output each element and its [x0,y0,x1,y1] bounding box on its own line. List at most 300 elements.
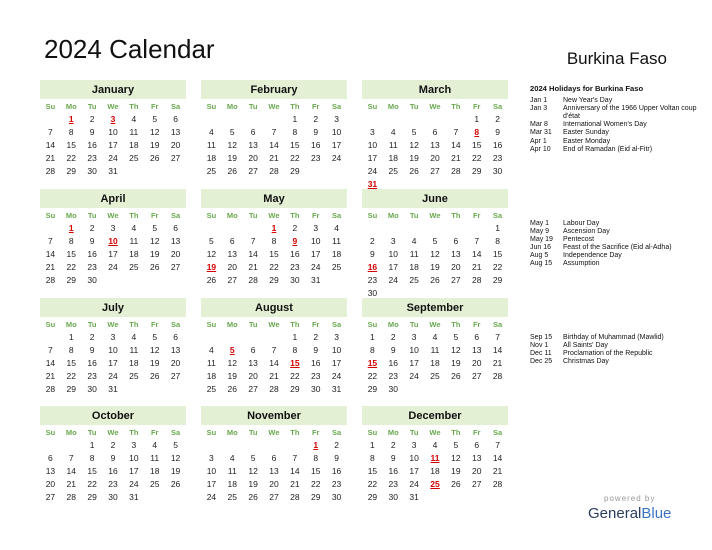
calendar-day: 24 [409,479,419,489]
calendar-day: 25 [129,153,139,163]
calendar-day: 1 [292,114,298,124]
calendar-day: 22 [66,262,76,272]
calendar-day: 6 [432,127,438,137]
holiday-date: Mar 8 [530,121,548,129]
calendar-day: 25 [149,479,160,489]
calendar-day: 19 [227,153,237,163]
month-february [201,80,347,183]
calendar-day: 11 [207,358,216,368]
calendar-day: 25 [129,371,139,381]
calendar-day: 4 [131,332,137,342]
weekday-header [40,208,186,222]
calendar-day: 31 [310,275,321,285]
empty-cell [425,113,446,126]
calendar-day: 22 [290,371,300,381]
weekday-label: Tu [87,211,97,220]
calendar-day: 29 [66,384,76,394]
empty-cell [445,222,466,235]
calendar-day: 29 [367,384,378,394]
weekday-label: Th [451,428,461,437]
empty-cell [425,222,446,235]
weekday-label: Sa [170,320,181,329]
weekday-label: Th [290,211,300,220]
month-name: January [40,80,186,99]
holiday-day: 1 [271,223,277,233]
calendar-day: 3 [411,332,417,342]
calendar-day: 31 [108,384,118,394]
calendar-day: 6 [271,453,277,463]
calendar-day: 7 [271,127,277,137]
calendar-day: 4 [411,236,417,246]
calendar-day: 5 [152,332,158,342]
month-august [201,298,347,401]
calendar-day: 6 [250,127,256,137]
month-july [40,298,186,401]
holiday-day: 8 [474,127,480,137]
calendar-day: 1 [495,223,500,233]
calendar-day: 20 [248,371,258,381]
holiday-date: Nov 1 [530,342,549,350]
day-grid [40,222,186,287]
empty-cell [40,113,61,126]
weekday-label: Th [129,102,139,111]
calendar-day: 26 [451,479,461,489]
month-name: May [201,189,347,208]
calendar-day: 20 [430,153,440,163]
calendar-day: 17 [367,153,378,163]
calendar-day: 18 [430,358,440,368]
weekday-label: Fr [311,428,320,437]
calendar-day: 9 [110,453,116,463]
calendar-day: 28 [492,371,503,381]
calendar-day: 20 [227,262,237,272]
calendar-day: 25 [331,262,342,272]
weekday-label: Mo [387,211,399,220]
calendar-day: 5 [152,114,158,124]
weekday-label: Mo [226,211,238,220]
calendar-day: 26 [149,262,160,272]
calendar-day: 21 [471,262,482,272]
weekday-label: Su [367,428,378,437]
weekday-label: Mo [226,428,238,437]
calendar-day: 30 [331,492,342,502]
holiday-date: Mar 31 [530,129,552,137]
calendar-day: 9 [370,249,375,259]
calendar-day: 20 [471,466,482,476]
calendar-day: 8 [68,345,74,355]
calendar-day: 5 [152,223,158,233]
calendar-day: 11 [207,140,216,150]
calendar-day: 13 [248,358,258,368]
calendar-day: 23 [290,262,300,272]
calendar-day: 21 [66,479,76,489]
calendar-day: 22 [471,153,482,163]
calendar-day: 29 [471,166,482,176]
calendar-day: 3 [370,127,375,137]
holiday-entry [530,252,700,260]
calendar-day: 1 [370,440,375,450]
weekday-label: Sa [331,102,342,111]
calendar-day: 22 [269,262,279,272]
calendar-day: 12 [409,140,419,150]
holiday-day: 25 [430,479,440,489]
empty-cell [362,222,383,235]
weekday-label: Tu [87,320,97,329]
weekday-label: Sa [331,428,342,437]
calendar-day: 18 [227,479,237,489]
calendar-day: 28 [45,384,56,394]
calendar-day: 20 [269,479,279,489]
calendar-day: 9 [390,345,396,355]
weekday-label: Sa [492,102,503,111]
calendar-day: 10 [409,345,419,355]
holiday-name: Independence Day [563,252,622,260]
calendar-day: 22 [492,262,503,272]
month-name: November [201,406,347,425]
weekday-label: Fr [472,428,481,437]
calendar-day: 16 [310,358,321,368]
calendar-day: 13 [170,236,181,246]
calendar-day: 10 [367,140,378,150]
calendar-day: 27 [170,153,181,163]
calendar-day: 24 [206,492,217,502]
calendar-day: 4 [131,114,137,124]
calendar-day: 11 [150,453,160,463]
calendar-day: 18 [206,153,217,163]
month-name: April [40,189,186,208]
weekday-label: Sa [492,320,503,329]
calendar-day: 14 [45,249,56,259]
calendar-day: 4 [131,223,137,233]
empty-cell [243,222,264,235]
calendar-day: 7 [48,345,53,355]
calendar-day: 24 [108,371,118,381]
calendar-day: 24 [409,371,419,381]
calendar-day: 28 [269,384,279,394]
calendar-day: 22 [367,371,378,381]
calendar-day: 30 [310,384,321,394]
calendar-day: 5 [453,440,459,450]
calendar-day: 10 [409,453,419,463]
calendar-day: 27 [248,166,258,176]
calendar-day: 14 [492,345,503,355]
empty-cell [201,331,222,344]
calendar-day: 13 [170,345,181,355]
calendar-day: 16 [108,466,118,476]
calendar-day: 15 [87,466,97,476]
empty-cell [383,113,404,126]
calendar-day: 22 [290,153,300,163]
holiday-day: 10 [108,236,118,246]
generalblue-logo [588,494,671,522]
calendar-day: 29 [310,492,321,502]
calendar-day: 27 [430,166,440,176]
weekday-label: Th [290,102,300,111]
calendar-day: 9 [495,127,500,137]
weekday-label: Su [206,102,217,111]
calendar-day: 27 [248,384,258,394]
empty-cell [264,439,285,452]
calendar-day: 21 [45,371,56,381]
calendar-day: 21 [290,479,300,489]
weekday-label: Su [45,102,56,111]
weekday-label: We [268,211,280,220]
calendar-day: 15 [310,466,321,476]
holiday-name: End of Ramadan (Eid al-Fitr) [563,145,653,153]
empty-cell [201,222,222,235]
holiday-date: May 19 [530,236,553,244]
weekday-label: Sa [170,211,181,220]
weekday-label: We [268,428,280,437]
empty-cell [264,113,285,126]
holiday-entry [530,244,700,252]
calendar-day: 4 [152,440,158,450]
calendar-day: 18 [129,358,139,368]
weekday-label: Mo [65,211,77,220]
calendar-day: 2 [89,223,95,233]
calendar-day: 13 [451,249,461,259]
calendar-day: 12 [227,358,237,368]
calendar-day: 16 [290,249,300,259]
calendar-day: 14 [451,140,461,150]
holiday-entry [530,260,700,268]
calendar-day: 11 [409,249,419,259]
month-june [362,189,508,298]
calendar-day: 3 [131,440,137,450]
calendar-day: 18 [388,153,398,163]
calendar-day: 18 [129,140,139,150]
month-name: June [362,189,508,208]
holiday-date: Jun 16 [530,244,552,252]
weekday-label: We [107,211,119,220]
holiday-day: 19 [206,262,217,272]
calendar-day: 21 [269,153,279,163]
weekday-label: Sa [492,428,503,437]
weekday-label: Tu [248,320,258,329]
calendar-day: 14 [45,358,56,368]
holiday-entry [530,358,700,366]
calendar-day: 22 [87,479,97,489]
holiday-date: Apr 1 [530,137,547,145]
weekday-label: Sa [492,211,503,220]
calendar-day: 6 [474,332,480,342]
weekday-label: Th [129,320,139,329]
calendar-day: 17 [129,466,139,476]
weekday-label: Mo [226,102,238,111]
weekday-header [40,425,186,439]
calendar-day: 6 [453,236,459,246]
calendar-day: 23 [388,371,398,381]
calendar-day: 21 [492,358,503,368]
calendar-day: 22 [367,479,378,489]
calendar-day: 13 [248,140,258,150]
weekday-label: Fr [150,320,159,329]
weekday-label: Sa [170,428,181,437]
empty-cell [404,113,425,126]
calendar-day: 20 [170,358,181,368]
calendar-day: 7 [495,332,500,342]
calendar-day: 17 [331,140,342,150]
calendar-day: 10 [388,249,398,259]
calendar-day: 26 [149,153,160,163]
calendar-day: 31 [409,492,419,502]
calendar-day: 8 [370,345,375,355]
calendar-day: 24 [331,371,342,381]
empty-cell [243,439,264,452]
holiday-entry [530,342,700,350]
calendar-day: 19 [248,479,258,489]
calendar-day: 13 [471,453,482,463]
calendar-day: 23 [87,153,97,163]
calendar-day: 22 [66,153,76,163]
calendar-day: 14 [290,466,300,476]
calendar-day: 13 [430,140,440,150]
calendar-day: 19 [227,371,237,381]
weekday-header [362,425,508,439]
calendar-day: 12 [170,453,181,463]
calendar-day: 26 [451,371,461,381]
weekday-label: Su [45,428,56,437]
weekday-label: Mo [387,320,399,329]
calendar-day: 20 [451,262,461,272]
holiday-date: May 9 [530,228,550,236]
weekday-label: Tu [409,320,419,329]
empty-cell [243,113,264,126]
weekday-label: We [429,102,441,111]
weekday-label: Mo [65,428,77,437]
empty-cell [243,331,264,344]
empty-cell [383,222,404,235]
empty-cell [284,439,305,452]
holiday-entry [530,236,700,244]
empty-cell [201,439,222,452]
weekday-label: Sa [331,211,342,220]
calendar-day: 20 [170,140,181,150]
calendar-day: 16 [87,249,97,259]
month-september [362,298,508,401]
weekday-label: Th [451,211,461,220]
calendar-day: 2 [313,114,319,124]
holiday-name: Pentecost [563,236,595,244]
calendar-day: 8 [68,236,74,246]
calendar-day: 21 [248,262,258,272]
calendar-day: 15 [66,140,76,150]
calendar-day: 17 [310,249,321,259]
calendar-day: 11 [129,236,139,246]
calendar-day: 24 [108,262,118,272]
calendar-day: 20 [471,358,482,368]
weekday-label: We [429,428,441,437]
weekday-label: Fr [150,102,159,111]
calendar-day: 23 [331,479,342,489]
calendar-day: 4 [334,223,339,233]
calendar-day: 23 [367,275,378,285]
holiday-name: Feast of the Sacrifice (Eid al-Adha) [563,244,672,252]
holiday-name: Assumption [563,260,600,268]
calendar-day: 17 [108,249,118,259]
calendar-day: 27 [170,371,181,381]
weekday-label: Fr [311,211,320,220]
calendar-day: 27 [451,275,461,285]
calendar-day: 8 [370,453,375,463]
weekday-header [201,99,347,113]
powered-by-text: powered by [604,494,656,503]
calendar-day: 2 [292,223,298,233]
calendar-day: 13 [227,249,237,259]
calendar-day: 2 [89,114,95,124]
day-grid [362,113,508,191]
empty-cell [466,222,487,235]
calendar-day: 24 [367,166,378,176]
weekday-label: Fr [150,211,159,220]
month-name: October [40,406,186,425]
calendar-day: 28 [269,166,279,176]
empty-cell [404,222,425,235]
calendar-day: 7 [495,440,500,450]
calendar-day: 5 [432,236,438,246]
calendar-day: 21 [451,153,461,163]
calendar-day: 11 [129,127,139,137]
calendar-day: 30 [87,275,97,285]
weekday-label: Mo [387,102,399,111]
calendar-day: 11 [388,140,398,150]
calendar-day: 10 [331,127,342,137]
calendar-day: 2 [495,114,500,124]
calendar-day: 14 [248,249,258,259]
calendar-day: 5 [209,236,214,246]
month-november [201,406,347,509]
month-name: September [362,298,508,317]
calendar-day: 30 [367,288,378,298]
empty-cell [445,113,466,126]
calendar-day: 26 [248,492,258,502]
calendar-day: 5 [173,440,178,450]
calendar-day: 23 [492,153,503,163]
day-grid [40,113,186,178]
holiday-date: Sep 15 [530,334,553,341]
calendar-day: 28 [45,166,56,176]
calendar-day: 2 [89,332,95,342]
calendar-day: 24 [310,262,321,272]
calendar-day: 12 [430,249,440,259]
month-name: August [201,298,347,317]
calendar-day: 16 [310,140,321,150]
calendar-day: 27 [471,371,482,381]
holiday-list-title: 2024 Holidays for Burkina Faso [530,84,644,93]
calendar-day: 15 [66,358,76,368]
weekday-label: Su [45,320,56,329]
calendar-day: 6 [173,223,178,233]
calendar-day: 3 [411,440,417,450]
day-grid [201,222,347,287]
holiday-name: All Saints' Day [563,342,608,350]
calendar-day: 29 [367,492,378,502]
calendar-day: 18 [206,371,217,381]
calendar-day: 3 [313,223,319,233]
empty-cell [222,331,243,344]
calendar-day: 2 [110,440,116,450]
month-name: March [362,80,508,99]
holiday-entry [530,97,700,105]
calendar-day: 24 [388,275,398,285]
calendar-day: 11 [227,466,237,476]
weekday-header [201,425,347,439]
calendar-day: 4 [229,453,235,463]
calendar-day: 1 [292,332,298,342]
empty-cell [61,439,82,452]
calendar-day: 26 [227,384,237,394]
calendar-day: 3 [334,332,339,342]
